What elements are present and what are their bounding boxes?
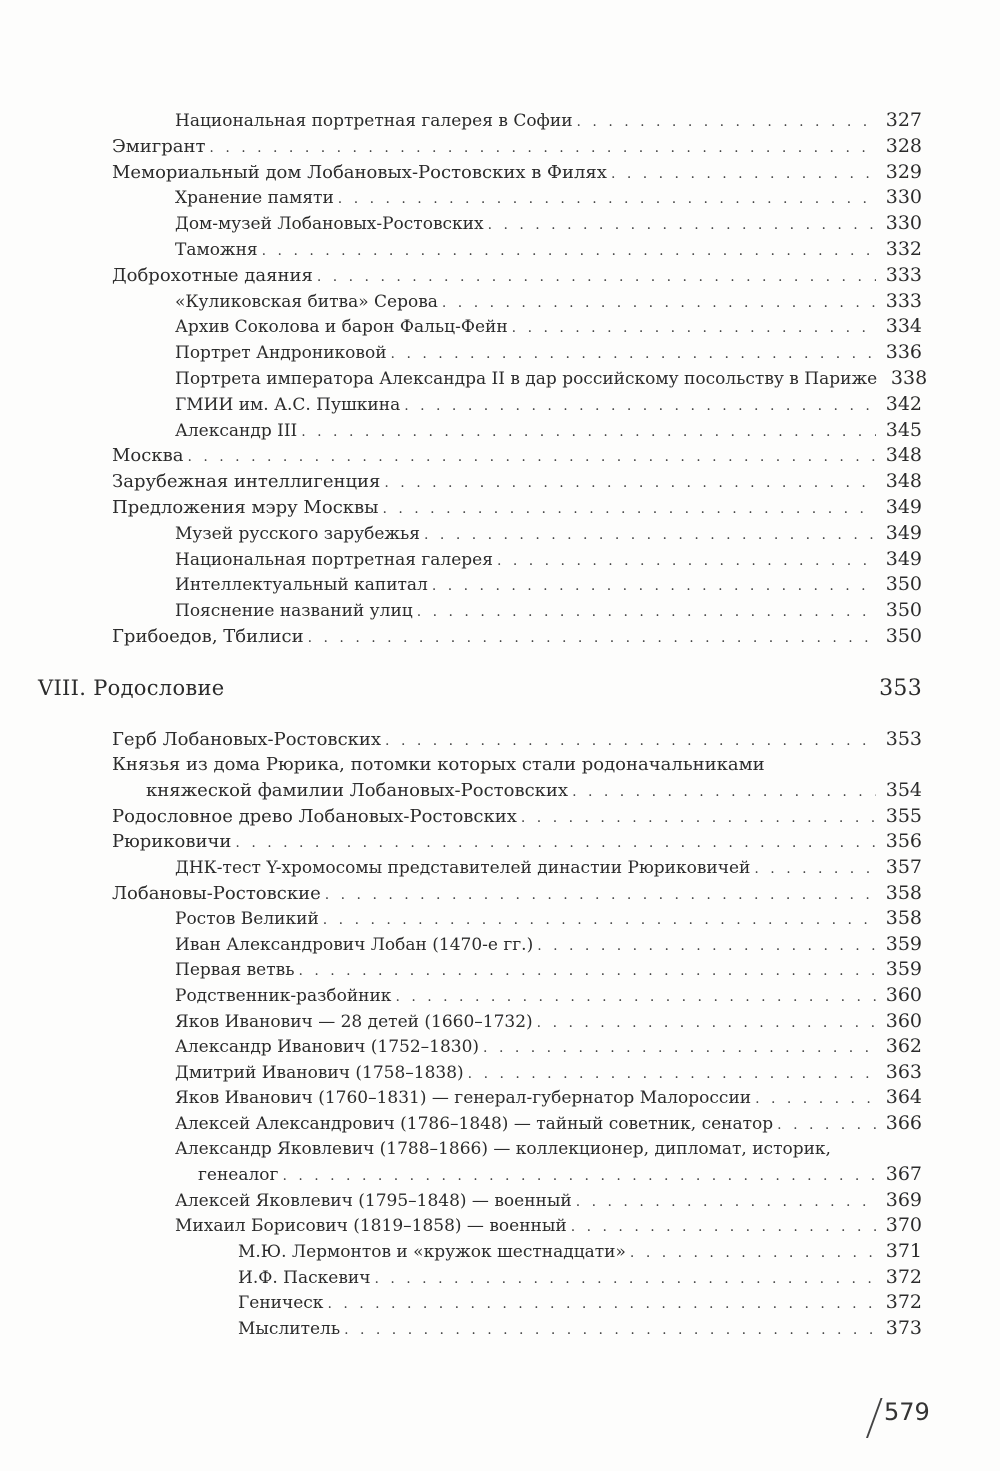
toc-entry[interactable]: [175, 547, 922, 573]
toc-entry-page: 353: [885, 728, 922, 750]
toc-entry-title: Пояснение названий улиц: [175, 601, 413, 622]
toc-entry-page: 348: [885, 470, 922, 493]
toc-entry-page: 349: [885, 547, 922, 570]
toc-entry-title: Первая ветвь: [175, 960, 295, 981]
toc-entry-page: 330: [885, 186, 922, 209]
toc-entry-title: Михаил Борисович (1819–1858) — военный: [175, 1216, 567, 1237]
toc-entry-title: Ростов Великий: [175, 909, 319, 930]
section-title: VIII. Родословие: [38, 676, 225, 700]
toc-entry-title: Александр III: [175, 420, 298, 441]
toc-entry-title: Лобановы-Ростовские: [112, 882, 321, 904]
dot-leader: [468, 1062, 876, 1086]
dot-leader: [323, 908, 876, 932]
toc-entry[interactable]: [175, 392, 922, 418]
toc-entry[interactable]: [175, 1085, 922, 1111]
dot-leader: [308, 626, 876, 650]
toc-entry-page: 327: [885, 109, 922, 131]
toc-entry-page: 328: [885, 134, 922, 157]
toc-entry-title: Родственник-разбойник: [175, 986, 392, 1006]
toc-entry[interactable]: [112, 804, 922, 830]
dot-leader: [611, 162, 876, 186]
toc-entry[interactable]: [175, 932, 922, 958]
toc-entry-page: 359: [885, 958, 922, 981]
toc-entry-title: Дмитрий Иванович (1758–1838): [175, 1062, 464, 1083]
section-heading: [38, 676, 922, 701]
toc-entry-title: Национальная портретная галерея в Софии: [175, 111, 573, 131]
toc-entry-title: Грибоедов, Тбилиси: [112, 626, 304, 647]
dot-leader: [385, 729, 876, 753]
toc-entry-title: Таможня: [175, 240, 258, 260]
toc-entry[interactable]: [112, 469, 922, 495]
dot-leader: [571, 1215, 876, 1239]
toc-entry[interactable]: [175, 1188, 922, 1214]
dot-leader: [497, 549, 876, 573]
toc-entry[interactable]: [112, 160, 922, 186]
toc-entry-page: 366: [885, 1112, 922, 1134]
toc-entry-title: Зарубежная интеллигенция: [112, 471, 381, 493]
toc-entry-title: Яков Иванович (1760–1831) — генерал-губернатор Малороссии: [175, 1088, 752, 1109]
toc-entry[interactable]: [175, 314, 922, 340]
toc-entry-title: Музей русского зарубежья: [175, 523, 421, 544]
toc-entry-title: Архив Соколова и барон Фальц-Фейн: [175, 317, 508, 338]
toc-entry-page: 333: [885, 263, 922, 286]
toc-entry-title: Геническ: [238, 1293, 324, 1314]
dot-leader: [262, 239, 876, 263]
toc-entry-page: 350: [885, 573, 922, 596]
dot-leader: [754, 857, 876, 881]
dot-leader: [235, 831, 876, 855]
toc-entry[interactable]: [175, 1009, 922, 1035]
toc-entry-page: 350: [885, 599, 922, 622]
dot-leader: [317, 265, 876, 289]
dot-leader: [417, 600, 876, 624]
toc-entry-page: 364: [885, 1086, 922, 1109]
toc-entry-page: 367: [885, 1163, 922, 1186]
toc-entry[interactable]: [112, 134, 922, 160]
toc-entry[interactable]: [112, 495, 922, 521]
toc-entry[interactable]: [175, 1060, 922, 1086]
toc-entry[interactable]: [238, 1239, 922, 1265]
toc-entry[interactable]: [112, 263, 922, 289]
toc-entry[interactable]: [238, 1316, 922, 1342]
toc-entry-page: 334: [885, 315, 922, 338]
dot-leader: [483, 1036, 876, 1060]
toc-entry-page: 342: [885, 392, 922, 415]
dot-leader: [301, 420, 876, 444]
dot-leader: [404, 394, 876, 418]
dot-leader: [374, 1267, 876, 1291]
toc-entry-text: Князья из дома Рюрика, потомки которых стали родоначальниками: [112, 753, 765, 775]
toc-entry[interactable]: [175, 366, 928, 392]
toc-entry-title: Родословное древо Лобановых-Ростовских: [112, 805, 517, 827]
toc-entry-page: 349: [885, 521, 922, 544]
dot-leader: [187, 445, 876, 469]
toc-entry[interactable]: [175, 572, 922, 598]
toc-entry-page: 360: [885, 1009, 922, 1032]
toc-entry-page: 371: [885, 1240, 922, 1262]
toc-entry[interactable]: [175, 1034, 922, 1060]
toc-entry-page: 372: [885, 1291, 922, 1314]
section-page: 353: [879, 676, 922, 701]
toc-entry-page: 372: [885, 1265, 922, 1288]
toc-entry-title: Алексей Яковлевич (1795–1848) — военный: [175, 1190, 572, 1211]
toc-entry-title: Доброхотные даяния: [112, 264, 313, 286]
toc-entry-page: 336: [885, 341, 922, 364]
toc-entry-title: Александр Иванович (1752–1830): [175, 1037, 480, 1058]
toc-entry-title: Предложения мэру Москвы: [112, 497, 379, 518]
toc-entry[interactable]: [112, 727, 922, 753]
dot-leader: [488, 213, 876, 237]
toc-entry-page: 358: [885, 907, 922, 930]
toc-entry-page: 349: [885, 496, 922, 518]
toc-entry-title: М.Ю. Лермонтов и «кружок шестнадцати»: [238, 1242, 626, 1262]
toc-entry-page: 362: [885, 1035, 922, 1058]
toc-entry-page: 359: [885, 932, 922, 955]
toc-entry[interactable]: [175, 185, 922, 211]
toc-entry[interactable]: [175, 906, 922, 932]
dot-leader: [572, 780, 876, 804]
dot-leader: [630, 1241, 876, 1265]
toc-entry-page: 370: [885, 1214, 922, 1237]
toc-entry-page: 373: [885, 1316, 922, 1339]
toc-entry[interactable]: [175, 983, 922, 1009]
toc-entry-title: Рюриковичи: [112, 831, 232, 853]
dot-leader: [432, 574, 876, 598]
toc-entry-title: Национальная портретная галерея: [175, 549, 493, 570]
toc-entry[interactable]: [238, 1290, 922, 1316]
toc-entry-title: Портрет Андрониковой: [175, 343, 387, 364]
toc-entry-title: Мыслитель: [238, 1318, 341, 1339]
toc-entry[interactable]: [175, 855, 922, 881]
toc-entry-title: Яков Иванович — 28 детей (1660–1732): [175, 1011, 533, 1032]
toc-entry-title: княжеской фамилии Лобановых-Ростовских: [146, 780, 569, 802]
toc-entry[interactable]: [175, 418, 922, 444]
toc-entry-page: 348: [885, 444, 922, 467]
toc-entry-page: 329: [885, 160, 922, 183]
toc-entry-title: генеалог: [198, 1165, 279, 1186]
toc-entry-title: Москва: [112, 445, 184, 467]
toc-entry-title: Хранение памяти: [175, 188, 334, 209]
toc-entry-title: И.Ф. Паскевич: [238, 1267, 371, 1288]
toc-entry[interactable]: [175, 108, 922, 134]
dot-leader: [442, 291, 876, 315]
toc-entry[interactable]: [175, 957, 922, 983]
toc-entry[interactable]: [175, 521, 922, 547]
toc-entry-page: 338: [890, 367, 928, 389]
dot-leader: [537, 934, 876, 958]
toc-entry[interactable]: [112, 443, 922, 469]
toc-entry[interactable]: [175, 340, 922, 366]
toc-entry[interactable]: [112, 829, 922, 855]
toc-entry-page: 333: [885, 289, 922, 312]
toc-entry-title: Мемориальный дом Лобановых-Ростовских в Филях: [112, 161, 607, 183]
dot-leader: [382, 497, 876, 521]
toc-entry-page: 363: [885, 1060, 922, 1083]
dot-leader: [577, 110, 876, 134]
toc-entry-page: 332: [885, 238, 922, 260]
toc-entry-page: 350: [885, 625, 922, 647]
toc-entry-page: 360: [885, 984, 922, 1006]
dot-leader: [327, 1292, 876, 1316]
dot-leader: [391, 342, 876, 366]
dot-leader: [298, 959, 876, 983]
toc-entry-title: Алексей Александрович (1786–1848) — тайный советник, сенатор: [175, 1114, 774, 1134]
toc-entry[interactable]: [238, 1265, 922, 1291]
toc-entry-title: Дом-музей Лобановых-Ростовских: [175, 214, 484, 235]
toc-entry-page: 330: [885, 212, 922, 235]
toc-entry[interactable]: [112, 624, 922, 650]
dot-leader: [755, 1087, 876, 1111]
toc-entry[interactable]: [175, 237, 922, 263]
toc-entry[interactable]: [146, 778, 922, 804]
dot-leader: [395, 985, 876, 1009]
toc-entry-page: 345: [885, 418, 922, 441]
toc-entry-title: ГМИИ им. А.С. Пушкина: [175, 394, 401, 415]
toc-entry-page: 354: [885, 779, 922, 802]
dot-leader: [384, 471, 876, 495]
toc-entry-page: 358: [885, 881, 922, 904]
dot-leader: [325, 883, 876, 907]
toc-entry[interactable]: [175, 289, 922, 315]
toc-entry-page: 356: [885, 830, 922, 853]
toc-entry-title: Эмигрант: [112, 135, 206, 157]
dot-leader: [209, 136, 876, 160]
dot-leader: [537, 1011, 876, 1035]
toc-entry[interactable]: [198, 1162, 922, 1188]
toc-entry-text: Александр Яковлевич (1788–1866) — коллекционер, дипломат, историк,: [175, 1138, 831, 1159]
dot-leader: [338, 187, 876, 211]
toc-entry[interactable]: [175, 211, 922, 237]
dot-leader: [777, 1113, 876, 1137]
dot-leader: [282, 1164, 876, 1188]
toc-entry-page: 357: [885, 856, 922, 878]
toc-entry-title: ДНК-тест Y-хромосомы представителей династии Рюриковичей: [175, 858, 751, 878]
toc-entry-title: Герб Лобановых-Ростовских: [112, 729, 382, 750]
toc-entry-page: 369: [885, 1188, 922, 1211]
toc-entry[interactable]: [112, 881, 922, 907]
dot-leader: [424, 523, 876, 547]
dot-leader: [344, 1318, 876, 1342]
dot-leader: [512, 316, 876, 340]
toc-entry-title: Иван Александрович Лобан (1470-е гг.): [175, 934, 534, 955]
toc-entry[interactable]: [175, 598, 922, 624]
toc-entry[interactable]: [175, 1213, 922, 1239]
dot-leader: [521, 806, 876, 830]
page-number: 579: [884, 1398, 930, 1426]
dot-leader: [576, 1190, 876, 1214]
toc-entry[interactable]: [175, 1111, 922, 1137]
toc-entry-title: Интеллектуальный капитал: [175, 575, 428, 596]
toc-entry-title: «Куликовская битва» Серова: [175, 291, 438, 312]
toc-entry-page: 355: [885, 804, 922, 827]
toc-entry-title: Портрета императора Александра II в дар российскому посольству в Париже: [175, 369, 878, 389]
